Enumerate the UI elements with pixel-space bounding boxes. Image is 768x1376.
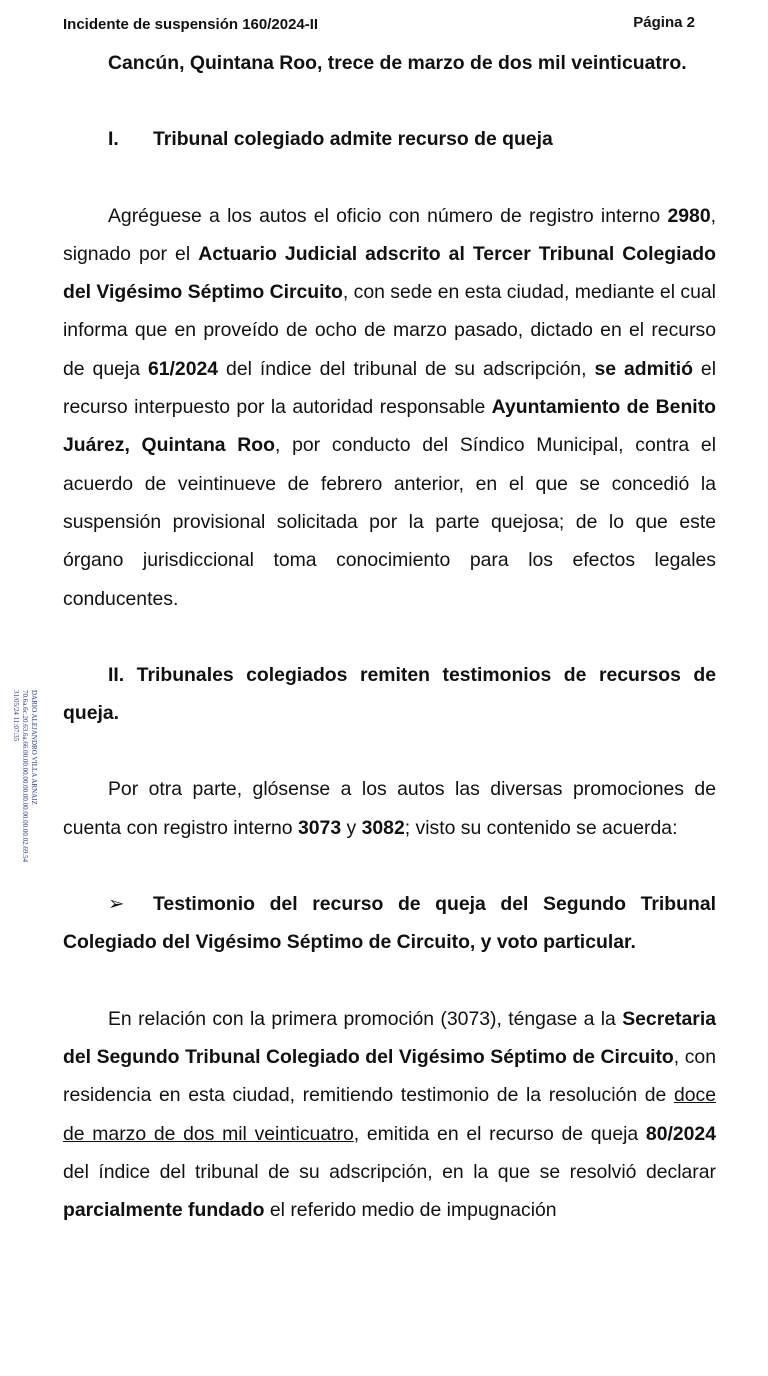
para3-text: , emitida en el recurso de queja <box>353 1122 646 1145</box>
para3-text: , con residencia en esta ciudad, remitiendo testimonio de la resolución de <box>63 1045 716 1107</box>
section-1-title: Tribunal colegiado admite recurso de queja <box>153 128 553 151</box>
para3-text: En relación con la primera promoción (3073), téngase a la <box>108 1007 623 1030</box>
arrow-bullet-icon: ➢ <box>108 893 125 916</box>
stamp-timestamp: 31/05/24 11:07:35 <box>12 690 20 742</box>
para3-queja-number: 80/2024 <box>645 1122 716 1145</box>
para2-registry-3082: 3082 <box>361 816 405 839</box>
electronic-signature-stamp <box>2 690 42 890</box>
para1-text: , con sede en esta ciudad, mediante el cual informa que en proveído de ocho de marzo pasado, dictado en el recurso de queja <box>63 281 716 380</box>
para1-text: del índice del tribunal de su adscripción, <box>218 357 595 380</box>
paragraph-2 <box>63 770 716 847</box>
section-2-heading: II. Tribunales colegiados remiten testimonios de recursos de queja. <box>63 663 716 725</box>
para2-text: ; visto su contenido se acuerda: <box>404 816 678 839</box>
para3-secretaria: Secretaria del Segundo Tribunal Colegiado del Vigésimo Séptimo de Circuito <box>63 1007 716 1068</box>
para3-ruling: parcialmente fundado <box>63 1199 265 1222</box>
para2-registry-3073: 3073 <box>297 816 342 839</box>
paragraph-3 <box>63 1000 716 1230</box>
section-1-heading <box>63 120 716 158</box>
date-line: Cancún, Quintana Roo, trece de marzo de dos mil veinticuatro. <box>108 52 687 74</box>
para3-text: el referido medio de impugnación <box>264 1199 557 1222</box>
para1-text: , signado por el <box>63 204 716 265</box>
stamp-hash: 70.6a.6c.20.63.6a.66.00.00.00.00.00.00.00.00.00.00.02.69.54 <box>21 690 29 863</box>
para1-text: Agréguese a los autos el oficio con número de registro interno <box>108 204 668 227</box>
para1-actuary: Actuario Judicial adscrito al Tercer Tribunal Colegiado del Vigésimo Séptimo Circuito <box>63 242 716 304</box>
page-number: Página 2 <box>633 14 695 31</box>
para1-authority: Ayuntamiento de Benito Juárez, Quintana Roo <box>63 396 716 457</box>
para1-text: , por conducto del Síndico Municipal, contra el acuerdo de veintinueve de febrero anterior, en el que se concedió la suspensión provisional solicitada por la parte quejosa; de lo que este órgano jurisdiccional toma conocimiento para los efectos legales conducentes. <box>63 434 717 610</box>
section-1-number: I. <box>108 128 119 151</box>
para1-text: el recurso interpuesto por la autoridad responsable <box>63 357 717 419</box>
para3-resolution-date: doce de marzo de dos mil veinticuatro <box>63 1084 716 1145</box>
para2-text: y <box>341 816 362 839</box>
document-body <box>63 44 716 1229</box>
para1-registry-number: 2980 <box>667 204 711 227</box>
case-number-header: Incidente de suspensión 160/2024-II <box>63 16 319 33</box>
para1-queja-number: 61/2024 <box>147 357 219 380</box>
stamp-signer-name: DARIO ALEJANDRO VILLA ARNAIZ <box>30 690 38 805</box>
para1-admitted: se admitió <box>594 357 693 380</box>
subsection-heading <box>63 885 716 962</box>
para3-text: del índice del tribunal de su adscripción, en la que se resolvió declarar <box>63 1160 716 1183</box>
subsection-title: Testimonio del recurso de queja del Segundo Tribunal Colegiado del Vigésimo Séptimo de Circuito, y voto particular. <box>63 893 716 954</box>
paragraph-1 <box>63 197 716 618</box>
para2-text: Por otra parte, glósense a los autos las diversas promociones de cuenta con registro interno <box>63 778 716 839</box>
